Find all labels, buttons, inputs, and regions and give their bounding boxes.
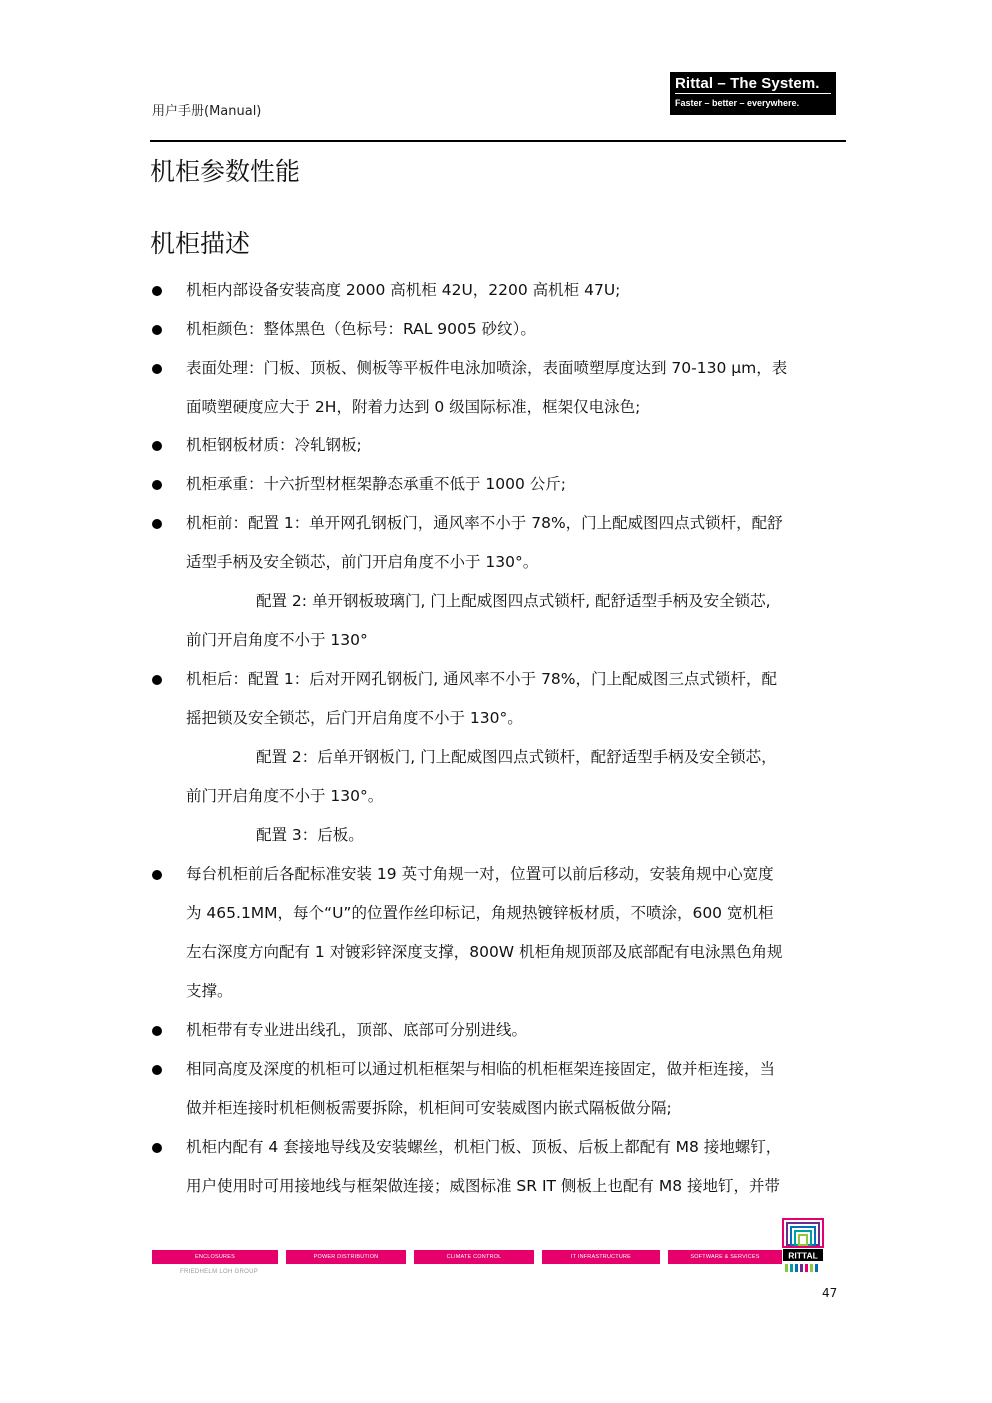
text-line: 表面处理：门板、顶板、侧板等平板件电泳加喷涂，表面喷塑厚度达到 70-130 μm，表 bbox=[186, 359, 788, 377]
text-line: 机柜承重：十六折型材框架静态承重不低于 1000 公斤; bbox=[186, 475, 567, 493]
chevron-right-icon bbox=[660, 1250, 667, 1264]
manual-label: 用户手册(Manual) bbox=[152, 104, 262, 119]
text-line: 为 465.1MM，每个“U”的位置作丝印标记，角规热镀锌板材质，不喷涂，600 宽机柜 bbox=[186, 904, 774, 922]
nav-segment-enclosures: ENCLOSURES bbox=[152, 1250, 278, 1264]
text-line: 机柜前：配置 1：单开网孔钢板门，通风率不小于 78%，门上配威图四点式锁杆，配舒 bbox=[186, 514, 783, 532]
rittal-brand-text: RITTAL bbox=[788, 1250, 818, 1261]
bullet-icon bbox=[152, 1143, 162, 1153]
text-line: 用户使用时可用接地线与框架做连接；威图标准 SR IT 侧板上也配有 M8 接地钉，并带 bbox=[186, 1177, 781, 1195]
bullet-icon bbox=[152, 675, 162, 685]
footer-nav-bar bbox=[152, 1250, 782, 1264]
text-line: 配置 3：后板。 bbox=[256, 826, 364, 844]
text-line: 左右深度方向配有 1 对镀彩锌深度支撑，800W 机柜角规顶部及底部配有电泳黑色角规 bbox=[186, 943, 783, 961]
text-line: 机柜钢板材质：冷轧钢板; bbox=[186, 436, 362, 454]
chevron-right-icon bbox=[534, 1250, 541, 1264]
bullet-icon bbox=[152, 870, 162, 880]
text-line: 适型手柄及安全锁芯，前门开启角度不小于 130°。 bbox=[186, 553, 539, 571]
nav-segment-climate-control: CLIMATE CONTROL bbox=[414, 1250, 534, 1264]
group-label: FRIEDHELM LOH GROUP bbox=[180, 1269, 259, 1275]
bullet-icon bbox=[152, 1065, 162, 1075]
text-line: 机柜带有专业进出线孔，顶部、底部可分别进线。 bbox=[186, 1021, 528, 1039]
footer-band bbox=[152, 1214, 842, 1278]
bullet-icon bbox=[152, 441, 162, 451]
nav-segment-power-distribution: POWER DISTRIBUTION bbox=[286, 1250, 406, 1264]
nav-segment-it-infrastructure: IT INFRASTRUCTURE bbox=[542, 1250, 660, 1264]
rittal-brand-logo bbox=[782, 1218, 824, 1274]
chevron-right-icon bbox=[406, 1250, 413, 1264]
text-line: 机柜后：配置 1：后对开网孔钢板门, 通风率不小于 78%，门上配威图三点式锁杆，配 bbox=[186, 670, 778, 688]
text-line: 机柜颜色：整体黑色（色标号：RAL 9005 砂纹）。 bbox=[186, 320, 536, 338]
bullet-icon bbox=[152, 364, 162, 374]
text-line: 机柜内配有 4 套接地导线及安装螺丝，机柜门板、顶板、后板上都配有 M8 接地螺钉， bbox=[186, 1138, 782, 1156]
section-title: 机柜参数性能 bbox=[150, 157, 301, 186]
text-line: 支撑。 bbox=[186, 982, 233, 1000]
bullet-icon bbox=[152, 1026, 162, 1036]
text-line: 摇把锁及安全锁芯，后门开启角度不小于 130°。 bbox=[186, 709, 523, 727]
text-line: 配置 2：后单开钢板门, 门上配威图四点式锁杆，配舒适型手柄及安全锁芯， bbox=[256, 748, 777, 766]
bullet-icon bbox=[152, 480, 162, 490]
text-line: 每台机柜前后各配标准安装 19 英寸角规一对，位置可以前后移动，安装角规中心宽度 bbox=[186, 865, 774, 883]
chevron-right-icon bbox=[278, 1250, 285, 1264]
text-line: 机柜内部设备安装高度 2000 高机柜 42U，2200 高机柜 47U; bbox=[186, 281, 621, 299]
text-line: 相同高度及深度的机柜可以通过机柜框架与相临的机柜框架连接固定，做并柜连接，当 bbox=[186, 1060, 776, 1078]
logo-tagline: Faster – better – everywhere. bbox=[675, 98, 800, 108]
logo-title: Rittal – The System. bbox=[675, 75, 820, 92]
logo-divider bbox=[675, 93, 831, 94]
text-line: 配置 2: 单开钢板玻璃门, 门上配威图四点式锁杆, 配舒适型手柄及安全锁芯, bbox=[256, 592, 771, 610]
nav-segment-software-services: SOFTWARE & SERVICES bbox=[668, 1250, 782, 1264]
text-line: 做并柜连接时机柜侧板需要拆除，机柜间可安装威图内嵌式隔板做分隔; bbox=[186, 1099, 672, 1117]
page-number: 47 bbox=[822, 1286, 838, 1300]
bullet-icon bbox=[152, 286, 162, 296]
bullet-icon bbox=[152, 325, 162, 335]
subsection-title: 机柜描述 bbox=[150, 229, 251, 258]
text-line: 前门开启角度不小于 130° bbox=[186, 631, 368, 649]
bullet-icon bbox=[152, 519, 162, 529]
rittal-header-logo bbox=[670, 72, 836, 115]
text-line: 面喷塑硬度应大于 2H，附着力达到 0 级国际标准，框架仅电泳色; bbox=[186, 398, 641, 416]
header-rule bbox=[150, 140, 846, 142]
text-line: 前门开启角度不小于 130°。 bbox=[186, 787, 384, 805]
